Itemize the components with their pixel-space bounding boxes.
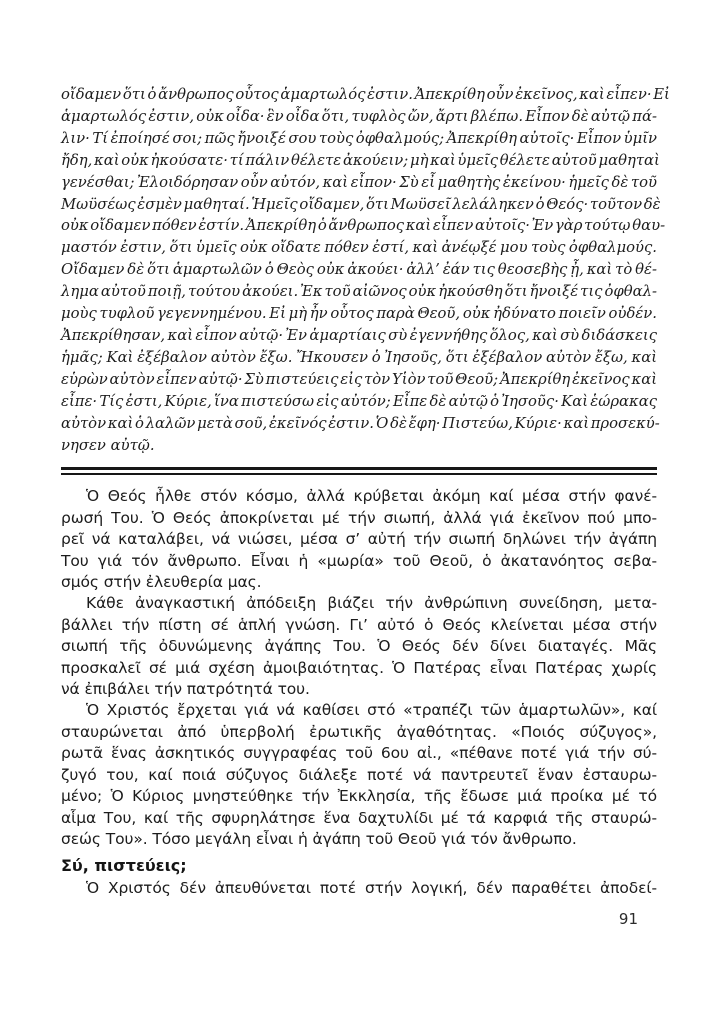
text-line: Κάθε ἀναγκαστική ἀπόδειξη βιάζει τήν ἀνθρώπινη συνείδηση, μετα-	[86, 594, 657, 613]
text-line: ἤδη, καὶ οὐκ ἠκούσατε· τί πάλιν θέλετε ἀκούειν; μὴ καὶ ὑμεῖς θέλετε αὐτοῦ μαθηταὶ	[61, 151, 660, 169]
text-line: ζυγό του, καί ποιά σύζυγος διάλεξε ποτέ νά παντρευτεῖ ἕναν ἐσταυρω-	[61, 765, 657, 784]
text-line: ρωσή Του. Ὁ Θεός ἀποκρίνεται μέ τήν σιωπή, ἀλλά γιά ἐκεῖνον πού μπο-	[61, 508, 657, 527]
body-paragraph	[61, 700, 657, 850]
text-line: νησεν αὐτῷ.	[61, 436, 155, 454]
text-line: Μωϋσέως ἐσμὲν μαθηταί. Ἡμεῖς οἴδαμεν, ὅτι Μωϋσεῖ λελάληκεν ὁ Θεός· τοῦτον δὲ	[61, 195, 661, 213]
section-divider	[61, 467, 657, 475]
text-line: ρεῖ νά καταλάβει, νά νιώσει, μέσα σ’ αὐτή τήν σιωπή δηλώνει τήν ἀγάπη	[61, 530, 657, 549]
text-line: λημα αὐτοῦ ποιῇ, τούτου ἀκούει. Ἐκ τοῦ αἰῶνος οὐκ ἠκούσθη ὅτι ἤνοιξέ τις ὀφθαλ-	[61, 283, 657, 301]
text-line: σιωπή τῆς ὀδυνώμενης ἀγάπης Του. Ὁ Θεός δέν δίνει διαταγές. Μᾶς	[61, 637, 657, 656]
text-line: σμός στήν ἐλευθερία μας.	[61, 573, 262, 592]
text-line: Οἴδαμεν δὲ ὅτι ἁμαρτωλῶν ὁ Θεὸς οὐκ ἀκούει· ἀλλ’ ἐάν τις θεοσεβὴς ᾖ, καὶ τὸ θέ-	[61, 261, 657, 279]
text-line: ἡμᾶς; Καὶ ἐξέβαλον αὐτὸν ἔξω. Ἤκουσεν ὁ Ἰησοῦς, ὅτι ἐξέβαλον αὐτὸν ἔξω, καὶ	[61, 348, 657, 366]
text-line: Ὁ Θεός ἦλθε στόν κόσμο, ἀλλά κρύβεται ἀκόμη καί μέσα στήν φανέ-	[86, 487, 657, 506]
text-line: βάλλει τήν πίστη σέ ἁπλή γνώση. Γι’ αὐτό ὁ Θεός κλείνεται μέσα στήν	[61, 615, 657, 634]
text-line: μαστόν ἐστιν, ὅτι ὑμεῖς οὐκ οἴδατε πόθεν ἐστί, καὶ ἀνέῳξέ μου τοὺς ὀφθαλμούς.	[61, 239, 657, 257]
text-line: οἴδαμεν ὅτι ὁ ἄνθρωπος οὗτος ἁμαρτωλός ἐστιν. Ἀπεκρίθη οὖν ἐκεῖνος, καὶ εἶπεν· Εἰ	[61, 86, 670, 103]
text-line: Ὁ Χριστός ἔρχεται γιά νά καθίσει στό «τραπέζι τῶν ἁμαρτωλῶν», καί	[86, 701, 657, 720]
text-line: ρωτᾶ ἕνας ἀσκητικός συγγραφέας τοῦ 6ου αἰ., «πέθανε ποτέ γιά τήν σύ-	[61, 744, 657, 763]
text-line: προσκαλεῖ σέ μιά σχέση ἀμοιβαιότητας. Ὁ Πατέρας εἶναι Πατέρας χωρίς	[61, 658, 657, 677]
section-heading: Σύ, πιστεύεις;	[61, 856, 187, 876]
text-line: εἶπε· Τίς ἐστι, Κύριε, ἵνα πιστεύσω εἰς αὐτόν; Εἶπε δὲ αὐτῷ ὁ Ἰησοῦς· Καὶ ἑώρακας	[61, 392, 657, 410]
text-line: αἷμα Του, καί τῆς σφυρηλάτησε ἕνα δαχτυλίδι μέ τά καρφιά τῆς σταυρώ-	[61, 808, 657, 827]
text-line: γενέσθαι; Ἐλοιδόρησαν οὖν αὐτόν, καὶ εἶπον· Σὺ εἶ μαθητὴς ἐκείνου· ἡμεῖς δὲ τοῦ	[61, 173, 657, 191]
text-column	[61, 0, 670, 900]
text-line: οὐκ οἴδαμεν πόθεν ἐστίν. Ἀπεκρίθη ὁ ἄνθρωπος καὶ εἶπεν αὐτοῖς· Ἐν γὰρ τούτῳ θαυ-	[61, 217, 666, 235]
text-line: ἁμαρτωλός ἐστιν, οὐκ οἶδα· ἓν οἶδα ὅτι, τυφλὸς ὤν, ἄρτι βλέπω. Εἶπον δὲ αὐτῷ πά-	[61, 107, 657, 125]
text-line: σεώς Του». Τόσο μεγάλη εἶναι ἡ ἀγάπη τοῦ Θεοῦ γιά τόν ἄνθρωπο.	[61, 829, 577, 848]
text-line: αὐτὸν καὶ ὁ λαλῶν μετὰ σοῦ, ἐκεῖνός ἐστιν. Ὁ δὲ ἔφη· Πιστεύω, Κύριε· καὶ προσεκύ-	[61, 414, 660, 432]
body-paragraph	[61, 486, 657, 593]
scripture-passage	[61, 0, 670, 456]
text-line: εὑρὼν αὐτὸν εἶπεν αὐτῷ· Σὺ πιστεύεις εἰς τὸν Υἱὸν τοῦ Θεοῦ; Ἀπεκρίθη ἐκεῖνος καὶ	[61, 370, 657, 388]
text-line: Ὁ Χριστός δέν ἀπευθύνεται ποτέ στήν λογική, δέν παραθέτει ἀποδεί-	[86, 879, 657, 898]
page-number: 91	[618, 910, 638, 928]
text-line: νά ἐπιβάλει τήν πατρότητά του.	[61, 680, 310, 699]
body-paragraph	[61, 593, 657, 700]
text-line: μένο; Ὁ Κύριος μνηστεύθηκε τήν Ἐκκλησία, τῆς ἔδωσε μιά προίκα μέ τό	[61, 787, 657, 806]
body-paragraph	[61, 878, 657, 899]
text-line: σταυρώνεται ἀπό ὑπερβολή ἐρωτικῆς ἀγαθότητας. «Ποιός σύζυγος»,	[61, 722, 657, 741]
body-text	[61, 486, 657, 899]
text-line: Του γιά τόν ἄνθρωπο. Εἶναι ἡ «μωρία» τοῦ Θεοῦ, ὁ ἀκατανόητος σεβα-	[61, 551, 657, 570]
text-line: Ἀπεκρίθησαν, καὶ εἶπον αὐτῷ· Ἐν ἁμαρτίαις σὺ ἐγεννήθης ὅλος, καὶ σὺ διδάσκεις	[61, 326, 657, 344]
text-line: λιν· Τί ἐποίησέ σοι; πῶς ἤνοιξέ σου τοὺς ὀφθαλμούς; Ἀπεκρίθη αὐτοῖς· Εἶπον ὑμῖν	[61, 129, 657, 147]
text-line: μοὺς τυφλοῦ γεγεννημένου. Εἰ μὴ ἦν οὗτος παρὰ Θεοῦ, οὐκ ἠδύνατο ποιεῖν οὐδέν.	[61, 305, 657, 323]
